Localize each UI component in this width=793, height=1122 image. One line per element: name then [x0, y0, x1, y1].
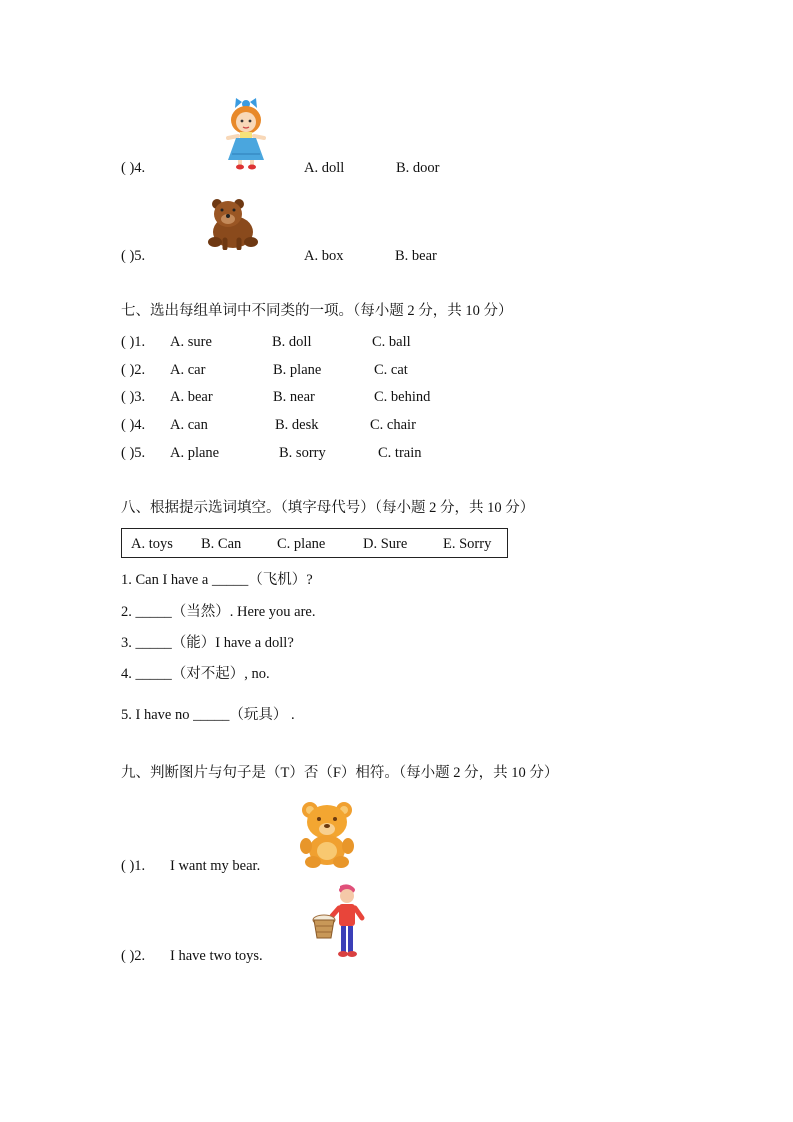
- question-number: ( )5.: [121, 445, 146, 461]
- question-number: ( )4.: [121, 417, 146, 433]
- section-title-7: 七、选出每组单词中不同类的一项。（每小题 2 分，共 10 分）: [121, 303, 513, 319]
- question-number: ( )2.: [121, 948, 146, 964]
- section-title-8: 八、根据提示选词填空。（填字母代号）（每小题 2 分，共 10 分）: [121, 500, 535, 516]
- teddy-bear-icon: [298, 800, 356, 868]
- option-c: C. chair: [370, 417, 416, 433]
- option-a: A. car: [170, 362, 206, 378]
- word-option: E. Sorry: [443, 536, 492, 552]
- option-a: A. can: [170, 417, 208, 433]
- word-option: A. toys: [131, 536, 173, 552]
- word-option: D. Sure: [363, 536, 408, 552]
- question-number: ( )4.: [121, 160, 146, 176]
- option-b: B. doll: [272, 334, 312, 350]
- option-b: B. desk: [275, 417, 319, 433]
- option-b: B. sorry: [279, 445, 326, 461]
- boy-with-basket-icon: [312, 882, 368, 960]
- question-number: ( )3.: [121, 389, 146, 405]
- question-number: ( )2.: [121, 362, 146, 378]
- word-option: C. plane: [277, 536, 326, 552]
- fill-in-item: 3. _____（能）I have a doll?: [121, 635, 294, 651]
- option-b: B. bear: [395, 248, 437, 264]
- statement: I want my bear.: [170, 858, 261, 874]
- option-b: B. near: [273, 389, 315, 405]
- option-a: A. plane: [170, 445, 220, 461]
- question-number: ( )5.: [121, 248, 146, 264]
- option-c: C. cat: [374, 362, 408, 378]
- option-b: B. plane: [273, 362, 322, 378]
- fill-in-item: 1. Can I have a _____（飞机）?: [121, 572, 313, 588]
- option-a: A. sure: [170, 334, 212, 350]
- option-c: C. ball: [372, 334, 411, 350]
- option-b: B. door: [396, 160, 440, 176]
- statement: I have two toys.: [170, 948, 263, 964]
- word-bank: [121, 528, 508, 558]
- option-a: A. box: [304, 248, 344, 264]
- doll-icon: [220, 98, 274, 170]
- option-a: A. doll: [304, 160, 345, 176]
- bear-icon: [203, 196, 261, 250]
- question-number: ( )1.: [121, 858, 146, 874]
- fill-in-item: 4. _____（对不起）, no.: [121, 666, 270, 682]
- option-c: C. behind: [374, 389, 431, 405]
- section-title-9: 九、判断图片与句子是（T）否（F）相符。（每小题 2 分，共 10 分）: [121, 765, 559, 781]
- word-option: B. Can: [201, 536, 242, 552]
- fill-in-item: 5. I have no _____（玩具） .: [121, 707, 295, 723]
- option-a: A. bear: [170, 389, 213, 405]
- question-number: ( )1.: [121, 334, 146, 350]
- option-c: C. train: [378, 445, 422, 461]
- fill-in-item: 2. _____（当然）. Here you are.: [121, 604, 316, 620]
